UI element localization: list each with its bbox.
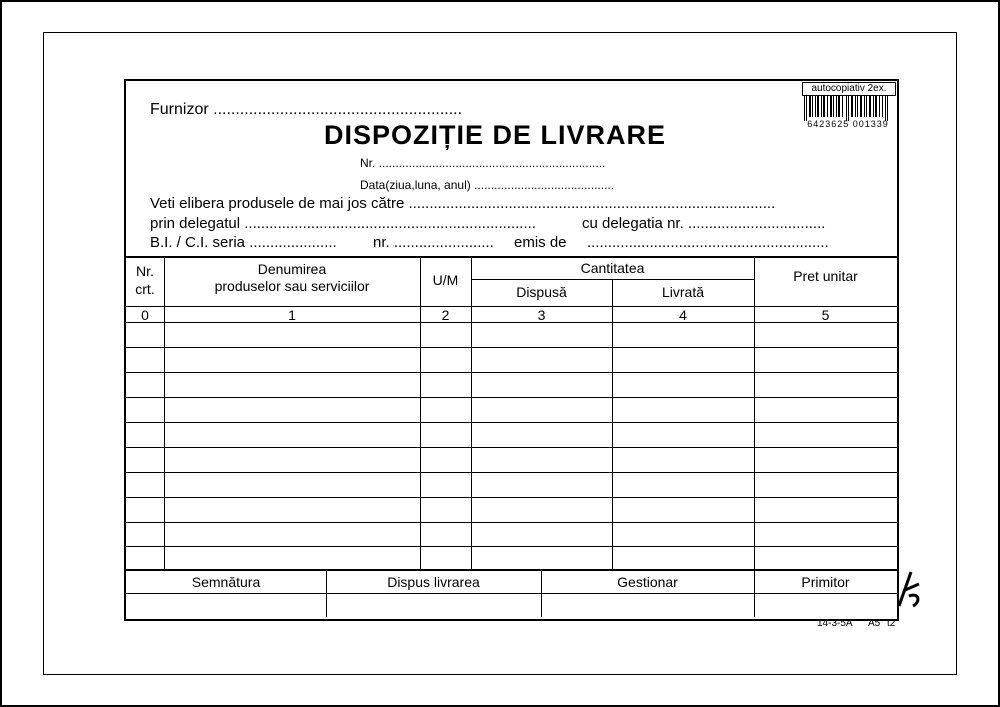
copies-label: autocopiativ 2ex. [802, 82, 896, 96]
supplier-field: Furnizor ........................................................ [150, 101, 463, 118]
header-name-2: produselor sau serviciilor [214, 278, 370, 294]
signature-label: Semnătura [191, 574, 261, 590]
recipient-line: Veti elibera produsele de mai jos către ........................................................................................ [150, 195, 776, 212]
header-um: U/M [432, 272, 459, 288]
row-line [126, 422, 897, 423]
column-line [420, 256, 421, 569]
table-bottom-line [126, 569, 897, 571]
format-code: A5 [868, 618, 881, 629]
document-title: DISPOZIȚIE DE LIVRARE [324, 120, 667, 150]
number-field: Nr. .................................................................... [360, 156, 606, 170]
receiver-label: Primitor [801, 574, 850, 590]
row-line [126, 472, 897, 473]
row-line [126, 447, 897, 448]
header-ordered: Dispusă [516, 284, 567, 300]
index-3: 3 [537, 307, 546, 323]
header-nr: Nr. [136, 263, 154, 279]
row-line [126, 372, 897, 373]
id-series-field: B.I. / C.I. seria ..................... [150, 234, 337, 251]
row-line [126, 397, 897, 398]
storekeeper-label: Gestionar [617, 574, 678, 590]
row-line [126, 347, 897, 348]
header-delivered: Livrată [661, 284, 705, 300]
header-quantity: Cantitatea [580, 260, 645, 276]
header-name: Denumirea [257, 261, 327, 277]
column-line [471, 256, 472, 569]
row-line [126, 522, 897, 523]
issued-by-field: .......................................................... [587, 234, 829, 251]
column-line [164, 256, 165, 569]
ordered-by-label: Dispus livrarea [387, 574, 480, 590]
index-5: 5 [821, 307, 830, 323]
index-0: 0 [141, 307, 149, 323]
header-unit-price: Pret unitar [793, 268, 858, 284]
row-line [126, 497, 897, 498]
index-4: 4 [679, 307, 687, 323]
table-top-line [126, 256, 897, 258]
form-code: 14-3-5A [817, 618, 853, 629]
row-line [126, 546, 897, 547]
delivery-order-form [124, 79, 899, 621]
header-crt: crt. [135, 281, 155, 297]
date-field: Data(ziua,luna, anul) .......................................... [360, 178, 615, 192]
index-2: 2 [441, 307, 450, 323]
id-number-field: nr. ........................ [373, 234, 494, 251]
column-line [754, 256, 755, 569]
index-1: 1 [288, 307, 296, 323]
variant-code: t2 [887, 618, 896, 629]
delegate-field: prin delegatul ...................................................................... [150, 215, 536, 232]
signature-line [126, 593, 897, 594]
delegation-number-field: cu delegatia nr. ................................. [582, 215, 826, 232]
publisher-logo-icon [895, 566, 923, 610]
issued-by-label: emis de [514, 234, 567, 251]
barcode-digits: 6423625 001339 [807, 119, 889, 129]
